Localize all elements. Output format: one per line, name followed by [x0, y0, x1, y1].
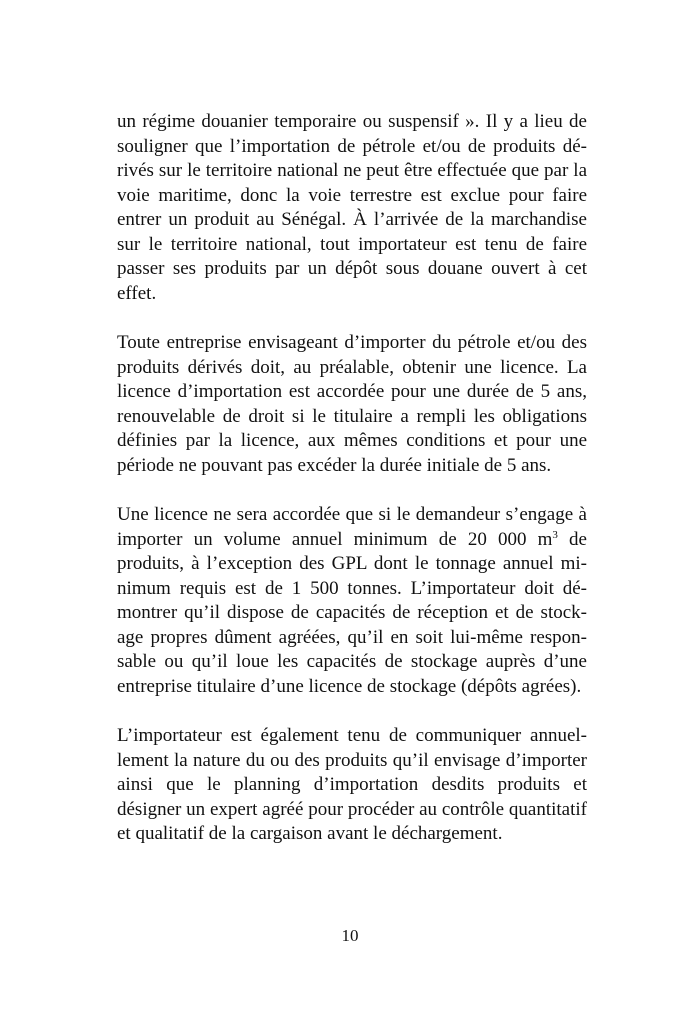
- paragraph-importer-obligations: L’importateur est également tenu de communiquer annuellement la nature du ou des produits qu’il envisage d’importer ainsi que le planning d’importation desdits produits et désigner un expert agréé pour procéder au contrôle quantitatif et qualitatif de la cargaison avant le déchargement.: [117, 725, 587, 844]
- document-page: [117, 110, 587, 872]
- cubic-meter-superscript: 3: [552, 528, 558, 541]
- paragraph-licence-conditions: [117, 503, 587, 699]
- page-number: 10: [341, 926, 359, 945]
- paragraph-import-licence: Toute entreprise envisageant d’importer du pétrole et/ou des produits dérivés doit, au préalable, obtenir une licence. La licence d’importation est accordée pour une durée de 5 ans, renouvelable de droit si le titulaire a rempli les obligations définies par la licence, aux mêmes conditions et pour une période ne pouvant pas excéder la durée initiale de 5 ans.: [117, 332, 587, 476]
- paragraph-customs-regime: un régime douanier temporaire ou suspensif ». Il y a lieu de souligner que l’importation de pétrole et/ou de produits dérivés sur le territoire national ne peut être effectuée que par la voie maritime, donc la voie terrestre est exclue pour faire entrer un produit au Sénégal. À l’arrivée de la marchandise sur le territoire national, tout importateur est tenu de faire passer ses produits par un dépôt sous douane ouvert à cet effet.: [117, 111, 587, 304]
- paragraph-licence-conditions-text-after: de produits, à l’exception des GPL dont le tonnage annuel minimum requis est de 1 500 tonnes. L’importateur doit démontrer qu’il dispose de capacités de réception et de stockage propres dûment agréées, qu’il en soit lui-même responsable ou qu’il loue les capacités de stockage auprès d’une entreprise titulaire d’une licence de stockage (dépôts agrées).: [117, 528, 587, 697]
- paragraph-licence-conditions-text-before: Une licence ne sera accordée que si le demandeur s’engage à importer un volume annuel minimum de 20 000 m: [117, 504, 587, 550]
